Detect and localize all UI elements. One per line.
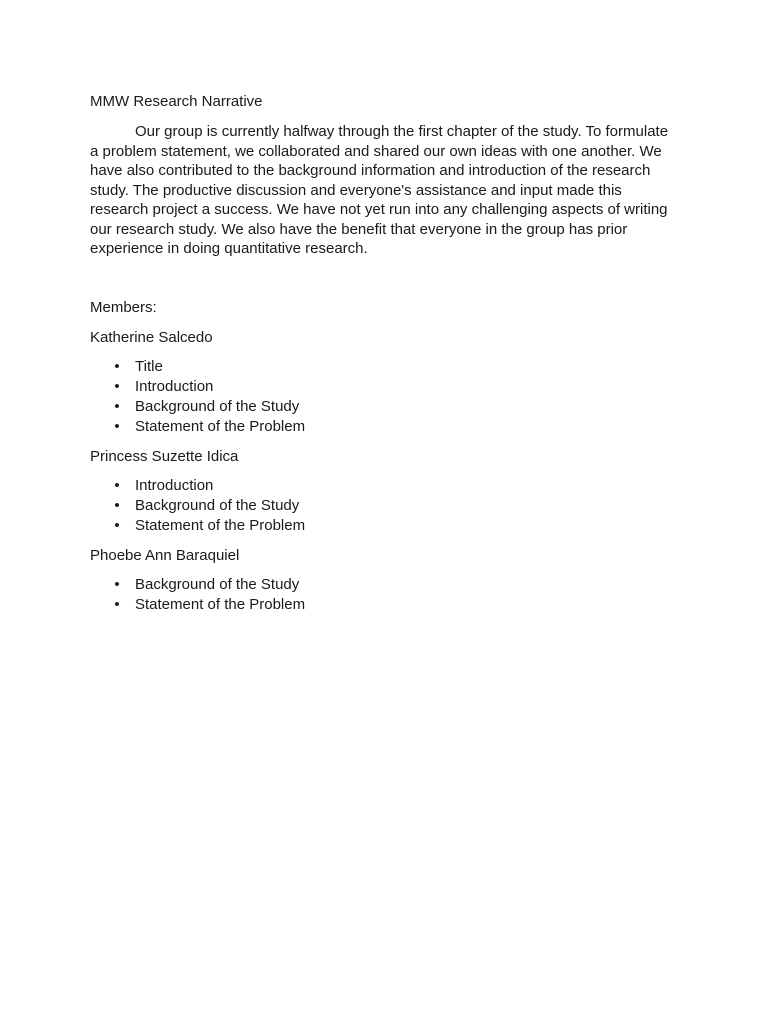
- member-name: Katherine Salcedo: [90, 328, 213, 346]
- task-label: Background of the Study: [135, 496, 300, 514]
- narrative-paragraph: Our group is currently halfway through the first chapter of the study. To formulate a problem statement, we collaborated and shared our own ideas with one another. We have also contributed to the background information and introduction of the research study. The productive discussion and everyone's assistance and input made this research project a success. We have not yet run into any challenging aspects of writing our research study. We also have the benefit that everyone in the group has prior experience in doing quantitative research.: [90, 123, 669, 257]
- member-section-1: [90, 328, 678, 438]
- member-name: Princess Suzette Idica: [90, 447, 239, 465]
- task-label: Introduction: [135, 377, 214, 395]
- bullet-icon: •: [114, 517, 120, 535]
- list-item: [90, 516, 678, 536]
- bullet-icon: •: [114, 476, 120, 494]
- task-label: Statement of the Problem: [135, 595, 306, 613]
- bullet-icon: •: [114, 357, 120, 375]
- list-item: [90, 397, 678, 417]
- member-section-2: [90, 447, 678, 537]
- task-label: Background of the Study: [135, 398, 300, 416]
- task-label: Statement of the Problem: [135, 517, 306, 535]
- task-label: Title: [135, 357, 163, 375]
- list-item: [90, 476, 678, 496]
- bullet-icon: •: [114, 496, 120, 514]
- list-item: [90, 496, 678, 516]
- bullet-icon: •: [114, 377, 120, 395]
- task-label: Introduction: [135, 476, 214, 494]
- task-list: [90, 357, 678, 438]
- bullet-icon: •: [114, 595, 120, 613]
- task-list: [90, 575, 678, 616]
- list-item: [90, 357, 678, 377]
- document-title: MMW Research Narrative: [90, 93, 263, 110]
- list-item: [90, 575, 678, 595]
- list-item: [90, 377, 678, 397]
- bullet-icon: •: [114, 418, 120, 436]
- task-list: [90, 476, 678, 537]
- member-section-3: [90, 546, 678, 616]
- list-item: [90, 595, 678, 615]
- bullet-icon: •: [114, 398, 120, 416]
- task-label: Statement of the Problem: [135, 418, 306, 436]
- member-name: Phoebe Ann Baraquiel: [90, 546, 240, 564]
- task-label: Background of the Study: [135, 575, 300, 593]
- list-item: [90, 417, 678, 437]
- bullet-icon: •: [114, 575, 120, 593]
- members-heading: Members:: [90, 298, 157, 316]
